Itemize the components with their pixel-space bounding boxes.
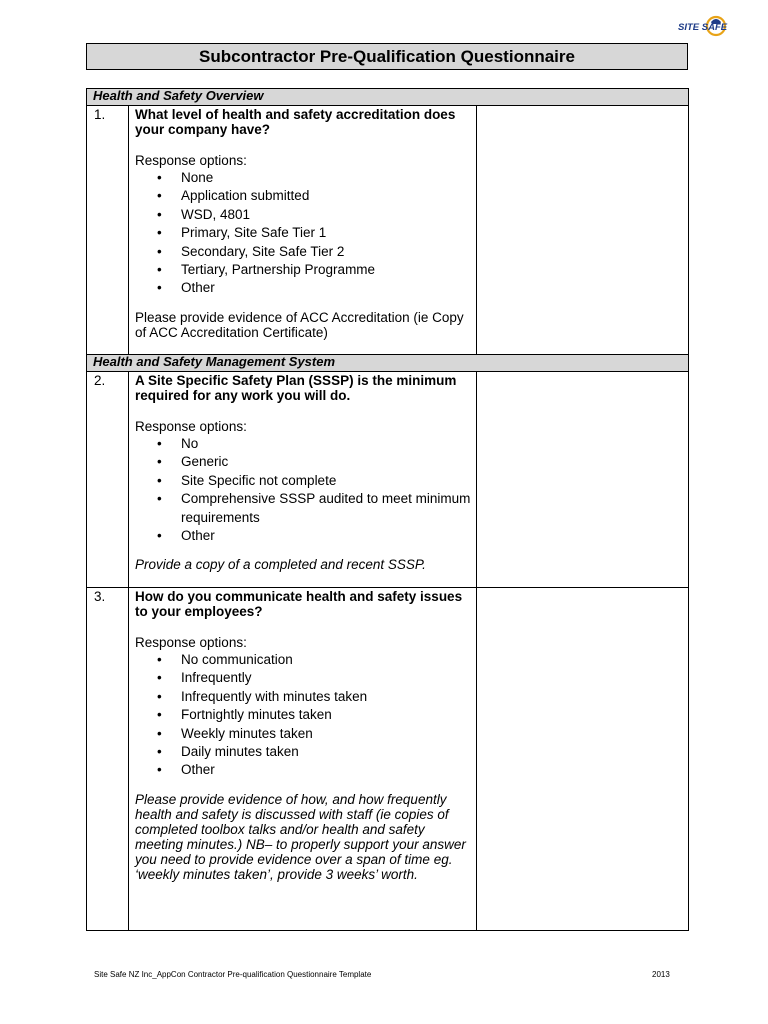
list-item: • Generic xyxy=(135,453,472,471)
question-body xyxy=(129,588,477,931)
document-title: Subcontractor Pre-Qualification Questionnaire xyxy=(86,43,688,70)
list-item: • No communication xyxy=(135,651,472,669)
question-body xyxy=(129,106,477,355)
evidence-note: Provide a copy of a completed and recent SSSP. xyxy=(135,557,426,573)
section-heading: Health and Safety Management System xyxy=(87,355,689,372)
footer-year: 2013 xyxy=(652,970,670,979)
list-item: • Infrequently with minutes taken xyxy=(135,688,472,706)
list-item: • Weekly minutes taken xyxy=(135,725,472,743)
list-item: • Infrequently xyxy=(135,669,472,687)
list-item: • Other xyxy=(135,761,472,779)
question-body xyxy=(129,372,477,588)
list-item: • Other xyxy=(135,279,472,297)
section-row xyxy=(87,355,689,372)
list-item: • None xyxy=(135,169,472,187)
response-options-list xyxy=(135,435,472,545)
list-item: • Site Specific not complete xyxy=(135,472,472,490)
evidence-note: Please provide evidence of how, and how frequently health and safety is discussed with staff (ie copies of completed toolbox talks and/or health and safety meeting minutes.) NB– to properly support your answer you need to provide evidence over a span of time eg. ‘weekly minutes taken’, provide 3 weeks’ worth. xyxy=(135,791,466,882)
list-item: • Tertiary, Partnership Programme xyxy=(135,261,472,279)
list-item: • Daily minutes taken xyxy=(135,743,472,761)
response-cell[interactable] xyxy=(477,588,689,931)
list-item: • Primary, Site Safe Tier 1 xyxy=(135,224,472,242)
question-text: A Site Specific Safety Plan (SSSP) is the minimum required for any work you will do. xyxy=(135,373,457,403)
question-row xyxy=(87,588,689,931)
question-number: 1. xyxy=(87,106,129,355)
list-item: • WSD, 4801 xyxy=(135,206,472,224)
response-cell[interactable] xyxy=(477,372,689,588)
question-row xyxy=(87,372,689,588)
question-row xyxy=(87,106,689,355)
site-safe-logo xyxy=(678,10,752,42)
question-number: 2. xyxy=(87,372,129,588)
response-cell[interactable] xyxy=(477,106,689,355)
response-options-list xyxy=(135,651,472,780)
logo-text: SITE SAFE xyxy=(678,22,728,33)
list-item: • Other xyxy=(135,527,472,545)
response-options-label: Response options: xyxy=(135,419,247,434)
footer-document-name: Site Safe NZ Inc_AppCon Contractor Pre-qualification Questionnaire Template xyxy=(94,970,372,979)
questionnaire-table xyxy=(86,88,689,931)
list-item: • Secondary, Site Safe Tier 2 xyxy=(135,243,472,261)
evidence-note: Please provide evidence of ACC Accreditation (ie Copy of ACC Accreditation Certificate) xyxy=(135,309,464,340)
list-item: • No xyxy=(135,435,472,453)
list-item: • Application submitted xyxy=(135,187,472,205)
question-number: 3. xyxy=(87,588,129,931)
response-options-list xyxy=(135,169,472,298)
response-options-label: Response options: xyxy=(135,153,247,168)
question-text: How do you communicate health and safety issues to your employees? xyxy=(135,589,463,619)
list-item: • Fortnightly minutes taken xyxy=(135,706,472,724)
question-text: What level of health and safety accreditation does your company have? xyxy=(135,107,456,137)
response-options-label: Response options: xyxy=(135,635,247,650)
section-heading: Health and Safety Overview xyxy=(87,89,689,106)
section-row xyxy=(87,89,689,106)
list-item: • Comprehensive SSSP audited to meet minimum requirements xyxy=(135,490,472,527)
